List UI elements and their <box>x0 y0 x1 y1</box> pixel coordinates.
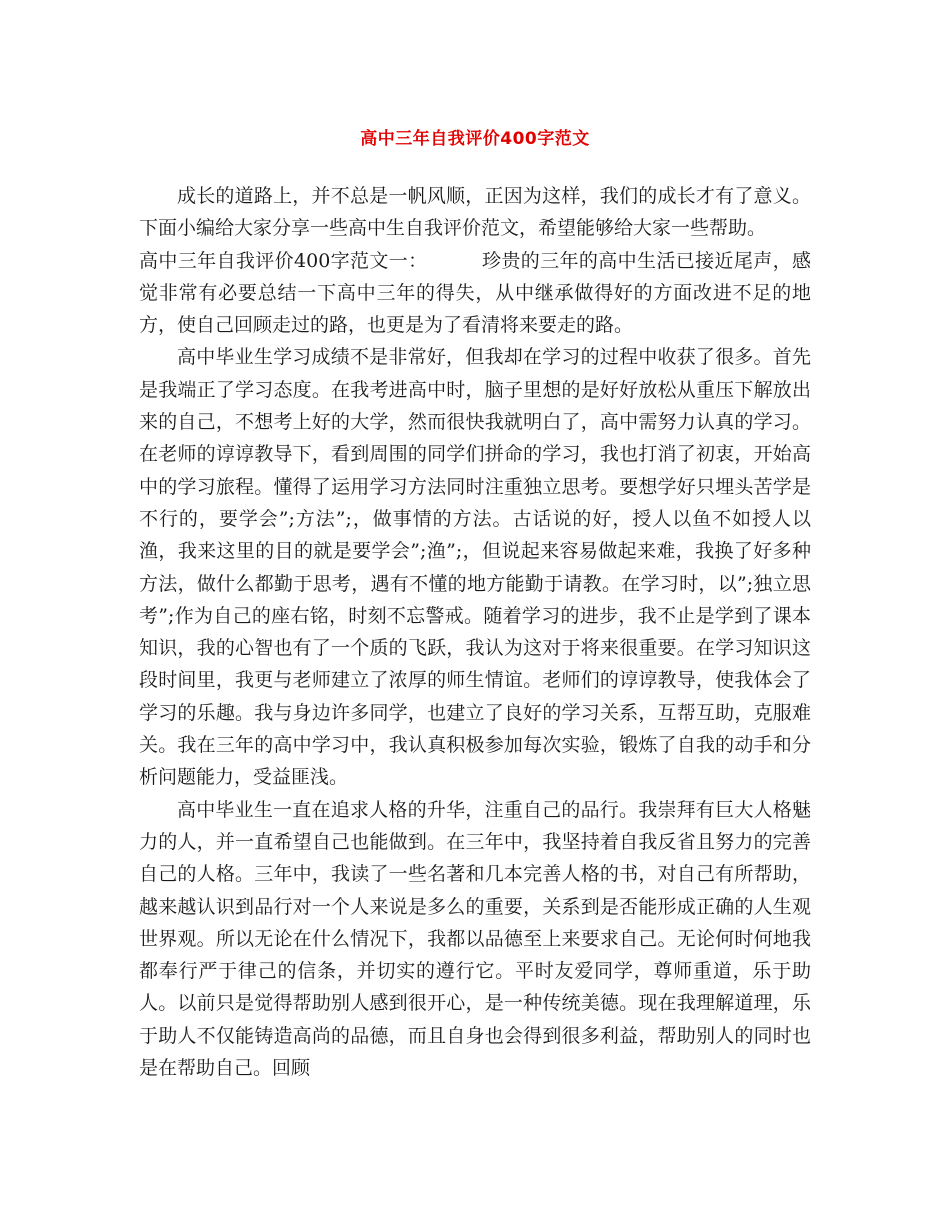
paragraph-study: 高中毕业生学习成绩不是非常好，但我却在学习的过程中收获了很多。首先是我端正了学习态度。在我考进高中时，脑子里想的是好好放松从重压下解放出来的自己，不想考上好的大学，然而很快我就明白了，高中需努力认真的学习。在老师的谆谆教导下，看到周围的同学们拼命的学习，我也打消了初衷，开始高中的学习旅程。懂得了运用学习方法同时注重独立思考。要想学好只埋头苦学是不行的，要学会”;方法”;，做事情的方法。古话说的好，授人以鱼不如授人以渔，我来这里的目的就是要学会”;渔”;，但说起来容易做起来难，我换了好多种方法，做什么都勤于思考，遇有不懂的地方能勤于请教。在学习时，以”;独立思考”;作为自己的座右铭，时刻不忘警戒。随着学习的进步，我不止是学到了课本知识，我的心智也有了一个质的飞跃，我认为这对于将来很重要。在学习知识这段时间里，我更与老师建立了浓厚的师生情谊。老师们的谆谆教导，使我体会了学习的乐趣。我与身边许多同学，也建立了良好的学习关系，互帮互助，克服难关。我在三年的高中学习中，我认真积极参加每次实验，锻炼了自我的动手和分析问题能力，受益匪浅。 <box>139 346 811 789</box>
document-title: 高中三年自我评价400字范文 <box>360 129 590 149</box>
section-lead: 珍贵的三年的高中生活已接近尾声，感觉非常有必要总结一下高中三年的得失，从中继承做得好的方面改进不足的地方，使自己回顾走过的路，也更是为了看清将来要走的路。 <box>139 249 811 337</box>
document-body <box>139 180 811 1084</box>
intro-paragraph: 成长的道路上，并不总是一帆风顺，正因为这样，我们的成长才有了意义。下面小编给大家分享一些高中生自我评价范文，希望能够给大家一些帮助。 <box>139 185 811 240</box>
section-paragraph <box>139 245 811 342</box>
paragraph-character: 高中毕业生一直在追求人格的升华，注重自己的品行。我崇拜有巨大人格魅力的人，并一直希望自己也能做到。在三年中，我坚持着自我反省且努力的完善自己的人格。三年中，我读了一些名著和几本完善人格的书，对自己有所帮助，越来越认识到品行对一个人来说是多么的重要，关系到是否能形成正确的人生观世界观。所以无论在什么情况下，我都以品德至上来要求自己。无论何时何地我都奉行严于律己的信条，并切实的遵行它。平时友爱同学，尊师重道，乐于助人。以前只是觉得帮助别人感到很开心，是一种传统美德。现在我理解道理，乐于助人不仅能铸造高尚的品德，而且自身也会得到很多利益，帮助别人的同时也是在帮助自己。回顾 <box>139 798 811 1080</box>
section-label: 高中三年自我评价400字范文一： <box>139 249 428 272</box>
